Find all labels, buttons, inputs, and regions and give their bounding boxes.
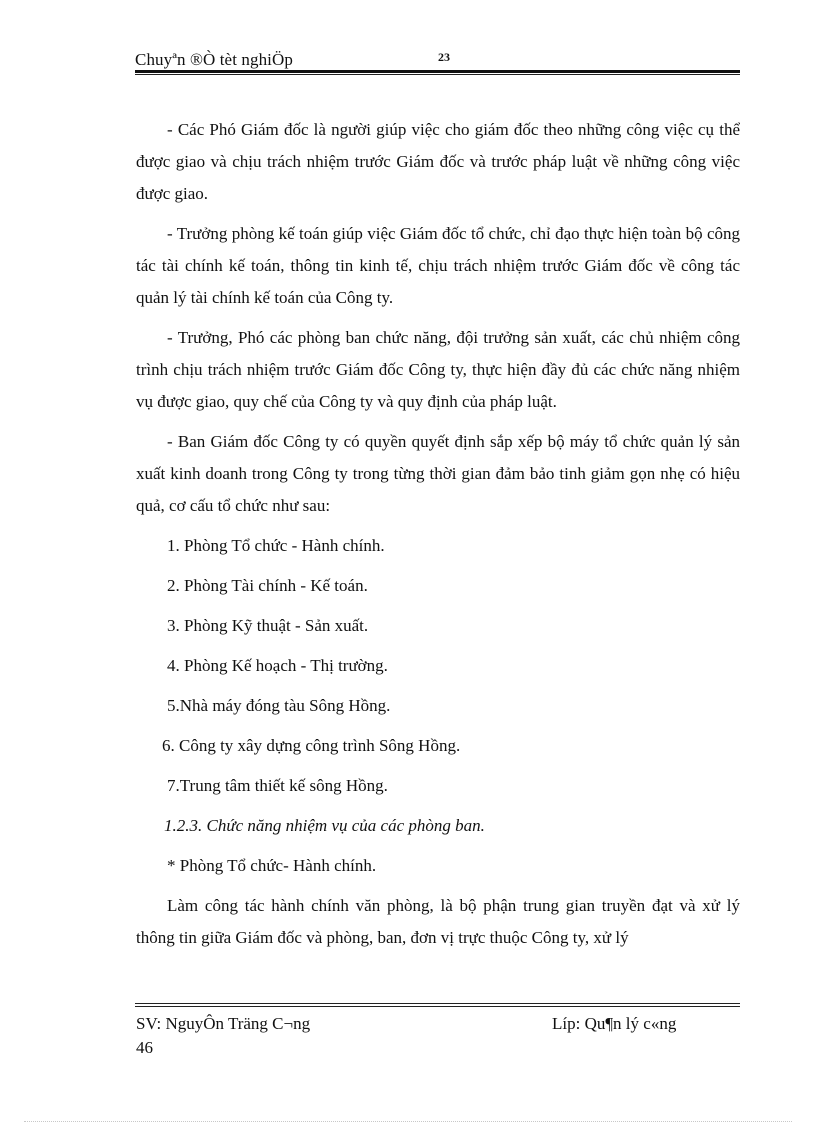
header-title: Chuyªn ®Ò tèt nghiÖp [135,50,293,69]
paragraph-board-of-directors: - Ban Giám đốc Công ty có quyền quyết định sắp xếp bộ máy tổ chức quản lý sản xuất kinh doanh trong Công ty trong từng thời gian đảm bảo tinh giảm gọn nhẹ có hiệu quả, cơ cấu tổ chức như sau: [136,432,740,515]
footer-student-name: SV: NguyÔn Träng C¬ng [136,1014,311,1033]
paragraph-department-heads: - Trưởng, Phó các phòng ban chức năng, đội trưởng sản xuất, các chủ nhiệm công trình chịu trách nhiệm trước Giám đốc Công ty, thực hiện đầy đủ các chức năng nhiệm vụ được giao, quy chế của Công ty và quy định của pháp luật. [136,328,740,411]
list-item: 7.Trung tâm thiết kế sông Hồng. [167,776,388,795]
department-list [136,530,740,802]
paragraph-admin-duties: Làm công tác hành chính văn phòng, là bộ phận trung gian truyền đạt và xử lý thông tin giữa Giám đốc và phòng, ban, đơn vị trực thuộc Công ty, xử lý [136,896,740,947]
footer-rule-bottom [135,1006,740,1007]
page-body [136,114,740,954]
footer-rule-top [135,1003,740,1004]
page-edge-divider [24,1121,792,1122]
footer-number: 46 [136,1038,153,1057]
section-heading: 1.2.3. Chức năng nhiệm vụ của các phòng ban. [164,816,485,835]
list-item: 3. Phòng Kỹ thuật - Sản xuất. [167,616,369,635]
list-item: 6. Công ty xây dựng công trình Sông Hồng. [162,736,461,755]
paragraph-deputy-directors: - Các Phó Giám đốc là người giúp việc cho giám đốc theo những công việc cụ thể được giao và chịu trách nhiệm trước Giám đốc và trước pháp luật về những công việc được giao. [136,120,740,203]
sub-heading: * Phòng Tổ chức- Hành chính. [167,856,377,875]
header-rule-thin [135,74,740,75]
header-rule-thick [135,70,740,73]
header-page-number: 23 [438,50,450,64]
paragraph-chief-accountant: - Trưởng phòng kế toán giúp việc Giám đốc tổ chức, chỉ đạo thực hiện toàn bộ công tác tài chính kế toán, thông tin kinh tế, chịu trách nhiệm trước Giám đốc về công tác quản lý tài chính kế toán của Công ty. [136,224,740,307]
list-item: 2. Phòng Tài chính - Kế toán. [167,576,368,595]
list-item: 1. Phòng Tổ chức - Hành chính. [167,536,385,555]
footer-class: Líp: Qu¶n lý c«ng [552,1014,677,1033]
list-item: 4. Phòng Kế hoạch - Thị trường. [167,656,388,675]
list-item: 5.Nhà máy đóng tàu Sông Hồng. [167,696,391,715]
